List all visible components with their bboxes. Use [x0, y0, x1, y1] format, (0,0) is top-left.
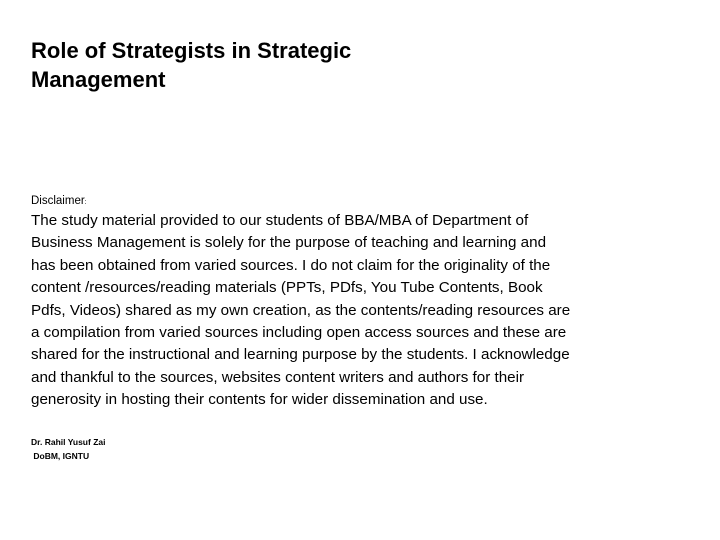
disclaimer-body: The study material provided to our students of BBA/MBA of Department of Business Management is solely for the purpose of teaching and learning and has been obtained from varied sources. I do not claim for the originality of the content /resources/reading materials (PPTs, PDfs, You Tube Contents, Book Pdfs, Videos) shared as my own creation, as the contents/reading resources are a compilation from varied sources including open access sources and these are shared for the instructional and learning purpose by the students. I acknowledge and thankful to the sources, websites content writers and authors for their generosity in hosting their contents for wider dissemination and use.: [31, 212, 571, 409]
author-name: Dr. Rahil Yusuf Zai: [31, 437, 106, 447]
disclaimer-label-text: Disclaimer: [31, 195, 85, 207]
disclaimer-label-colon: :: [84, 199, 87, 206]
author-department: DoBM, IGNTU: [31, 451, 90, 461]
slide-title: Role of Strategists in Strategic Management: [31, 38, 352, 92]
disclaimer-label: [31, 194, 87, 210]
